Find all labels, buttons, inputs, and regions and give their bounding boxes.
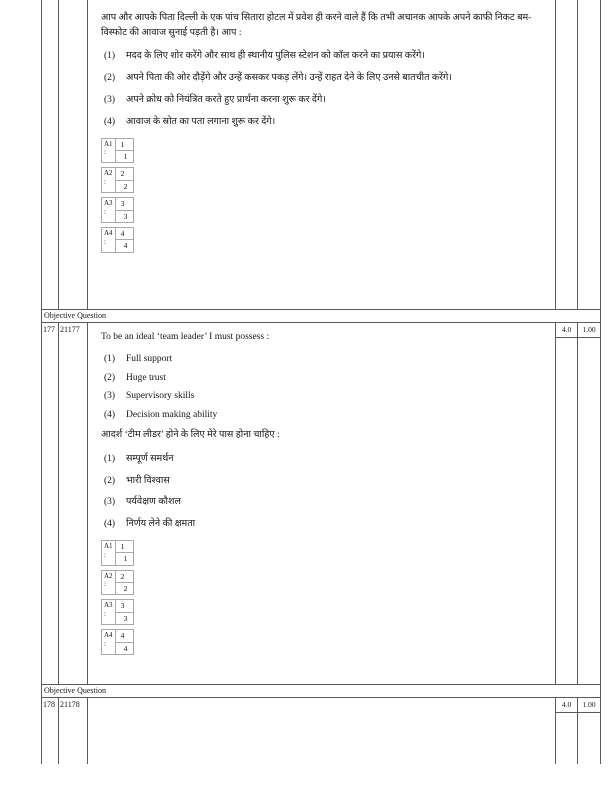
option-row (101, 453, 541, 466)
answer-block (101, 138, 541, 164)
serial-cell (41, 0, 59, 309)
option-row (101, 50, 541, 63)
answer-subvalue: 4 (115, 642, 134, 654)
option-number: (4) (104, 410, 116, 421)
answer-block (101, 629, 541, 655)
option-text: Decision making ability (126, 410, 218, 421)
option-number: (1) (104, 51, 116, 62)
option-number: (2) (104, 475, 116, 486)
answer-label: A4 : (102, 227, 116, 252)
option-text: पर्यवेक्षण कौशल (126, 497, 181, 508)
answer-block (101, 197, 541, 223)
option-number: (3) (104, 95, 116, 106)
answer-subvalue: 2 (115, 583, 134, 595)
option-number: (2) (104, 73, 116, 84)
serial-cell: 177 (41, 323, 59, 684)
answer-label: A1 : (102, 138, 116, 163)
question-text-hindi: आप और आपके पिता दिल्ली के एक पांच सितारा होटल में प्रवेश ही करने वाले हैं कि तभी अचानक आपके अपने काफी निकट बम-विस्फोट की आवाज सुनाई पड़ती है। आप : (101, 13, 532, 38)
negative-marks-value: 1.00 (578, 323, 600, 338)
negative-marks-cell (578, 323, 601, 684)
option-number: (3) (104, 391, 116, 402)
answer-value: 1 (115, 138, 134, 150)
question-row-178 (41, 698, 601, 764)
prev-question-row (41, 0, 601, 310)
answer-block (101, 540, 541, 566)
marks-value: 4.0 (556, 698, 577, 713)
question-text-english: To be an ideal ‘team leader’ I must possess : (101, 332, 270, 342)
objective-question-row (41, 685, 601, 698)
answers-area (101, 540, 541, 655)
option-text: आवाज के स्रोत का पता लगाना शुरू कर देंगे। (126, 116, 276, 127)
option-text: मदद के लिए शोर करेंगे और साथ ही स्थानीय पुलिस स्टेशन को कॉल करने का प्रयास करेंगे। (126, 51, 425, 62)
negative-marks-cell (578, 0, 601, 309)
option-number: (1) (104, 353, 116, 364)
option-row (101, 518, 541, 531)
option-text: निर्णय लेने की क्षमता (126, 519, 196, 530)
answer-subvalue: 3 (115, 210, 134, 222)
question-row-177 (41, 323, 601, 685)
option-row (101, 390, 541, 403)
answer-block (101, 167, 541, 193)
question-table (41, 0, 601, 764)
objective-question-label: Objective Question (41, 685, 601, 697)
option-row (101, 409, 541, 422)
answer-label: A3 : (102, 600, 116, 625)
qid-cell (59, 0, 88, 309)
option-number: (3) (104, 497, 116, 508)
answer-label: A3 : (102, 198, 116, 223)
answer-value: 3 (115, 600, 134, 612)
option-number: (1) (104, 453, 116, 464)
option-number: (2) (104, 372, 116, 383)
option-text: अपने पिता की ओर दौड़ेंगे और उन्हें कसकर पकड़ लेंगे। उन्हें राहत देने के लिए उनसे बातचीत करेंगे। (126, 73, 452, 84)
marks-cell (556, 698, 578, 764)
option-row (101, 475, 541, 488)
answer-subvalue: 1 (115, 553, 134, 565)
answer-value: 2 (115, 570, 134, 582)
content-cell (88, 0, 556, 309)
answer-label: A1 : (102, 540, 116, 565)
answer-subvalue: 2 (115, 180, 134, 192)
option-row (101, 496, 541, 509)
option-text: Supervisory skills (126, 391, 195, 402)
answer-block (101, 227, 541, 253)
serial-cell: 178 (41, 698, 59, 764)
objective-question-label: Objective Question (41, 310, 601, 322)
answer-subvalue: 3 (115, 612, 134, 624)
qid-cell: 21178 (59, 698, 88, 764)
negative-marks-value: 1.00 (578, 698, 600, 713)
answer-value: 4 (115, 630, 134, 642)
option-text: Huge trust (126, 372, 166, 383)
answer-subvalue: 4 (115, 240, 134, 252)
objective-question-row (41, 310, 601, 323)
marks-value: 4.0 (556, 323, 577, 338)
answer-block (101, 570, 541, 596)
content-cell (88, 323, 556, 684)
negative-marks-cell (578, 698, 601, 764)
option-number: (4) (104, 519, 116, 530)
option-number: (4) (104, 116, 116, 127)
option-row (101, 372, 541, 385)
qid-cell: 21177 (59, 323, 88, 684)
content-cell (88, 698, 556, 764)
marks-cell (556, 0, 578, 309)
answer-value: 3 (115, 198, 134, 210)
option-text: अपने क्रोध को नियंत्रित करते हुए प्रार्थना करना शुरू कर देंगे। (126, 95, 326, 106)
answer-value: 4 (115, 227, 134, 239)
answer-label: A2 : (102, 570, 116, 595)
question-text-hindi: आदर्श ‘टीम लीडर’ होने के लिए मेरे पास होना चाहिए : (101, 429, 280, 440)
answer-label: A4 : (102, 630, 116, 655)
option-text: Full support (126, 353, 173, 364)
option-text: भारी विश्वास (126, 475, 170, 486)
answer-label: A2 : (102, 168, 116, 193)
option-text: सम्पूर्ण समर्थन (126, 453, 174, 464)
option-row (101, 353, 541, 366)
answer-value: 2 (115, 168, 134, 180)
answers-area (101, 138, 541, 253)
option-row (101, 116, 541, 129)
option-row (101, 72, 541, 85)
answer-value: 1 (115, 540, 134, 552)
marks-cell (556, 323, 578, 684)
option-row (101, 94, 541, 107)
answer-block (101, 599, 541, 625)
answer-subvalue: 1 (115, 151, 134, 163)
